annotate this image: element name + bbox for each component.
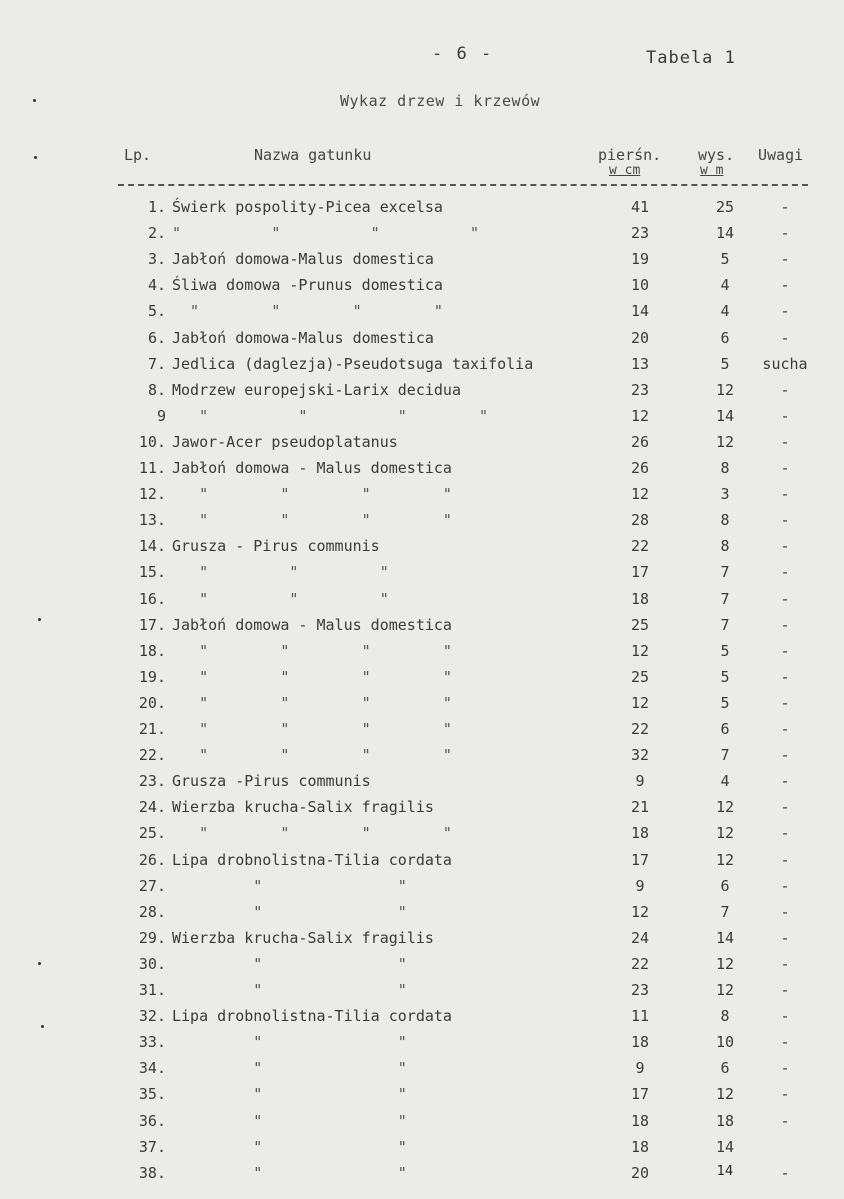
diameter-cm: 18 — [630, 1137, 650, 1156]
remarks: - — [780, 693, 790, 712]
row-number: 3. — [147, 250, 166, 269]
table-row — [0, 1164, 844, 1190]
table-row — [0, 250, 844, 276]
species-name: " " " " — [172, 667, 452, 686]
remarks: - — [780, 380, 790, 399]
diameter-cm: 23 — [630, 224, 650, 243]
height-m: 5 — [720, 693, 730, 712]
table-row — [0, 329, 844, 355]
height-m: 5 — [720, 250, 730, 269]
diameter-cm: 26 — [630, 459, 650, 477]
punch-mark — [33, 99, 36, 102]
diameter-cm: 12 — [630, 693, 650, 712]
height-m: 8 — [720, 1007, 730, 1026]
species-name: " " " " — [172, 746, 452, 765]
remarks: - — [780, 902, 790, 921]
diameter-cm: 20 — [630, 328, 650, 347]
row-number: 4. — [147, 276, 166, 295]
remarks: sucha — [762, 354, 808, 373]
remarks: - — [780, 1059, 790, 1078]
species-name: Jedlica (daglezja)-Pseudotsuga taxifolia — [172, 354, 534, 373]
remarks: - — [780, 198, 790, 216]
row-number: 14. — [138, 537, 166, 556]
species-name: " " — [172, 1137, 407, 1156]
column-header-pier-unit: w cm — [609, 163, 641, 178]
height-m: 4 — [720, 772, 730, 791]
diameter-cm: 12 — [630, 406, 650, 425]
table-row — [0, 407, 844, 433]
header-divider — [118, 184, 808, 186]
row-number: 5. — [147, 302, 166, 321]
species-name: " " " — [172, 563, 389, 582]
row-number: 19. — [138, 667, 166, 686]
row-number: 22. — [138, 746, 166, 765]
table-row — [0, 1112, 844, 1138]
species-name: " " " " — [172, 302, 443, 321]
diameter-cm: 10 — [630, 276, 650, 295]
species-name: Jabłoń domowa-Malus domestica — [172, 328, 434, 347]
table-row — [0, 511, 844, 537]
remarks: - — [780, 406, 790, 425]
species-name: Wierzba krucha-Salix fragilis — [172, 798, 434, 817]
table-row — [0, 824, 844, 850]
height-m: 5 — [720, 641, 730, 660]
height-m: 6 — [720, 720, 730, 738]
diameter-cm: 18 — [630, 1111, 650, 1130]
species-name: Wierzba krucha-Salix fragilis — [172, 928, 434, 947]
height-m: 8 — [720, 537, 730, 556]
table-row — [0, 1138, 844, 1164]
diameter-cm: 18 — [630, 589, 650, 608]
remarks: - — [780, 1007, 790, 1026]
remarks: - — [780, 746, 790, 765]
diameter-cm: 20 — [630, 1163, 650, 1182]
table-row — [0, 1033, 844, 1059]
height-m: 14 — [715, 224, 735, 243]
diameter-cm: 22 — [630, 720, 650, 738]
remarks: - — [780, 1085, 790, 1104]
remarks: - — [780, 641, 790, 660]
column-header-wys: wys. — [698, 146, 735, 164]
diameter-cm: 17 — [630, 563, 650, 582]
remarks: - — [780, 981, 790, 999]
diameter-cm: 13 — [630, 354, 650, 373]
diameter-cm: 32 — [630, 746, 650, 765]
row-number: 32. — [138, 1007, 166, 1026]
diameter-cm: 26 — [630, 432, 650, 451]
species-name: Lipa drobnolistna-Tilia cordata — [172, 850, 452, 869]
row-number: 38. — [138, 1163, 166, 1182]
species-name: " " — [172, 1163, 407, 1182]
diameter-cm: 24 — [630, 928, 650, 947]
remarks: - — [780, 615, 790, 634]
remarks: - — [780, 667, 790, 686]
table-row — [0, 1085, 844, 1111]
height-m: 12 — [715, 798, 735, 817]
height-m: 4 — [720, 276, 730, 295]
row-number: 28. — [138, 902, 166, 921]
row-number: 9 — [156, 406, 166, 425]
table-row — [0, 302, 844, 328]
remarks: - — [780, 537, 790, 556]
species-name: Jabłoń domowa - Malus domestica — [172, 459, 452, 477]
diameter-cm: 17 — [630, 1085, 650, 1104]
table-row — [0, 355, 844, 381]
diameter-cm: 9 — [635, 1059, 645, 1078]
diameter-cm: 25 — [630, 615, 650, 634]
remarks: - — [780, 485, 790, 504]
table-row — [0, 224, 844, 250]
table-row — [0, 694, 844, 720]
species-name: " " — [172, 1085, 407, 1104]
remarks: - — [780, 224, 790, 243]
row-number: 15. — [138, 563, 166, 582]
diameter-cm: 23 — [630, 380, 650, 399]
species-name: Modrzew europejski-Larix decidua — [172, 380, 461, 399]
species-name: " " — [172, 1059, 407, 1078]
species-name: " " — [172, 876, 407, 895]
row-number: 18. — [138, 641, 166, 660]
remarks: - — [780, 772, 790, 791]
height-m: 14 — [715, 406, 735, 425]
height-m: 7 — [720, 563, 730, 582]
row-number: 10. — [138, 432, 166, 451]
punch-mark — [38, 618, 41, 621]
column-header-wys-unit: w m — [700, 163, 724, 178]
height-m: 4 — [720, 302, 730, 321]
species-name: " " " " — [172, 224, 480, 243]
height-m: 6 — [720, 876, 730, 895]
remarks: - — [780, 563, 790, 582]
remarks: - — [780, 589, 790, 608]
row-number: 7. — [147, 354, 166, 373]
row-number: 37. — [138, 1137, 166, 1156]
diameter-cm: 18 — [630, 824, 650, 843]
species-name: Grusza - Pirus communis — [172, 537, 380, 556]
table-row — [0, 955, 844, 981]
height-m: 12 — [715, 954, 735, 973]
height-m: 7 — [720, 589, 730, 608]
table-row — [0, 903, 844, 929]
row-number: 20. — [138, 693, 166, 712]
species-name: " " — [172, 902, 407, 921]
row-number: 13. — [138, 511, 166, 530]
table-row — [0, 381, 844, 407]
table-row — [0, 668, 844, 694]
species-name: Jawor-Acer pseudoplatanus — [172, 432, 398, 451]
species-name: " " " " — [172, 693, 452, 712]
remarks: - — [780, 954, 790, 973]
row-number: 29. — [138, 928, 166, 947]
punch-mark — [41, 1025, 44, 1028]
diameter-cm: 17 — [630, 850, 650, 869]
remarks: - — [780, 302, 790, 321]
species-name: " " — [172, 954, 407, 973]
height-m: 5 — [720, 667, 730, 686]
species-name: " " — [172, 1111, 407, 1130]
row-number: 17. — [138, 615, 166, 634]
table-row — [0, 1059, 844, 1085]
species-name: " " — [172, 981, 407, 999]
diameter-cm: 22 — [630, 537, 650, 556]
species-name: " " " " — [172, 641, 452, 660]
column-header-uwagi: Uwagi — [758, 146, 804, 164]
height-m: 12 — [715, 380, 735, 399]
height-m: 14 — [715, 1137, 735, 1156]
species-name: " " " — [172, 589, 389, 608]
height-m: 6 — [720, 328, 730, 347]
species-name: Świerk pospolity-Picea excelsa — [172, 198, 443, 216]
column-header-lp: Lp. — [124, 146, 152, 164]
species-name: " " " " — [172, 511, 452, 530]
diameter-cm: 25 — [630, 667, 650, 686]
remarks: - — [780, 1033, 790, 1052]
height-m: 3 — [720, 485, 730, 504]
table-label: Tabela 1 — [646, 48, 736, 68]
species-name: Lipa drobnolistna-Tilia cordata — [172, 1007, 452, 1026]
row-number: 23. — [138, 772, 166, 791]
row-number: 1. — [147, 198, 166, 216]
diameter-cm: 14 — [630, 302, 650, 321]
diameter-cm: 22 — [630, 954, 650, 973]
remarks: - — [780, 824, 790, 843]
remarks: - — [780, 328, 790, 347]
remarks: - — [780, 928, 790, 947]
height-m: 8 — [720, 511, 730, 530]
remarks: - — [780, 432, 790, 451]
height-m: 12 — [715, 824, 735, 843]
remarks: - — [780, 1163, 790, 1182]
table-row — [0, 981, 844, 1007]
table-row — [0, 772, 844, 798]
diameter-cm: 21 — [630, 798, 650, 817]
row-number: 2. — [147, 224, 166, 243]
height-m: 18 — [715, 1111, 735, 1130]
height-m: 7 — [720, 902, 730, 921]
diameter-cm: 41 — [630, 198, 650, 216]
table-row — [0, 798, 844, 824]
diameter-cm: 11 — [630, 1007, 650, 1026]
page-number: - 6 - — [432, 44, 494, 64]
species-name: " " " " — [172, 485, 452, 504]
table-row — [0, 563, 844, 589]
row-number: 26. — [138, 850, 166, 869]
height-m: 14 — [715, 928, 735, 947]
remarks: - — [780, 459, 790, 477]
height-m: 12 — [715, 850, 735, 869]
punch-mark — [38, 962, 41, 965]
species-name: " " " " — [172, 720, 452, 738]
diameter-cm: 9 — [635, 772, 645, 791]
row-number: 21. — [138, 720, 166, 738]
species-name: Jabłoń domowa - Malus domestica — [172, 615, 452, 634]
row-number: 12. — [138, 485, 166, 504]
row-number: 6. — [147, 328, 166, 347]
species-name: Grusza -Pirus communis — [172, 772, 371, 791]
table-row — [0, 851, 844, 877]
species-name: Śliwa domowa -Prunus domestica — [172, 276, 443, 295]
diameter-cm: 18 — [630, 1033, 650, 1052]
row-number: 11. — [138, 459, 166, 477]
height-m: 5 — [720, 354, 730, 373]
table-title: Wykaz drzew i krzewów — [340, 92, 541, 110]
table-row — [0, 276, 844, 302]
diameter-cm: 12 — [630, 641, 650, 660]
table-row — [0, 537, 844, 563]
table-row — [0, 459, 844, 485]
species-name: Jabłoń domowa-Malus domestica — [172, 250, 434, 269]
table-row — [0, 198, 844, 224]
remarks: - — [780, 798, 790, 817]
species-name: " " " " — [172, 824, 452, 843]
table-row — [0, 1007, 844, 1033]
table-row — [0, 929, 844, 955]
remarks: - — [780, 850, 790, 869]
table-row — [0, 485, 844, 511]
column-header-pier: pierśn. — [598, 146, 662, 164]
punch-mark — [34, 156, 37, 159]
height-m: 12 — [715, 981, 735, 999]
row-number: 24. — [138, 798, 166, 817]
table-row — [0, 746, 844, 772]
remarks: - — [780, 720, 790, 738]
row-number: 31. — [138, 981, 166, 999]
height-m: 12 — [715, 1085, 735, 1104]
remarks: - — [780, 511, 790, 530]
row-number: 16. — [138, 589, 166, 608]
table-row — [0, 433, 844, 459]
row-number: 33. — [138, 1033, 166, 1052]
row-number: 30. — [138, 954, 166, 973]
height-m: 14 — [716, 1163, 734, 1179]
diameter-cm: 28 — [630, 511, 650, 530]
diameter-cm: 12 — [630, 485, 650, 504]
row-number: 8. — [147, 380, 166, 399]
height-m: 6 — [720, 1059, 730, 1078]
species-name: " " " " — [172, 406, 489, 425]
remarks: - — [780, 276, 790, 295]
species-name: " " — [172, 1033, 407, 1052]
height-m: 7 — [720, 615, 730, 634]
row-number: 34. — [138, 1059, 166, 1078]
remarks: - — [780, 250, 790, 269]
height-m: 12 — [715, 432, 735, 451]
height-m: 8 — [720, 459, 730, 477]
diameter-cm: 19 — [630, 250, 650, 269]
table-row — [0, 877, 844, 903]
table-row — [0, 590, 844, 616]
table-row — [0, 642, 844, 668]
table-row — [0, 616, 844, 642]
height-m: 10 — [715, 1033, 735, 1052]
height-m: 7 — [720, 746, 730, 765]
column-header-name: Nazwa gatunku — [254, 146, 372, 164]
row-number: 35. — [138, 1085, 166, 1104]
row-number: 25. — [138, 824, 166, 843]
table-row — [0, 720, 844, 746]
remarks: - — [780, 1111, 790, 1130]
diameter-cm: 12 — [630, 902, 650, 921]
row-number: 36. — [138, 1111, 166, 1130]
diameter-cm: 9 — [635, 876, 645, 895]
row-number: 27. — [138, 876, 166, 895]
diameter-cm: 23 — [630, 981, 650, 999]
remarks: - — [780, 876, 790, 895]
height-m: 25 — [715, 198, 735, 216]
